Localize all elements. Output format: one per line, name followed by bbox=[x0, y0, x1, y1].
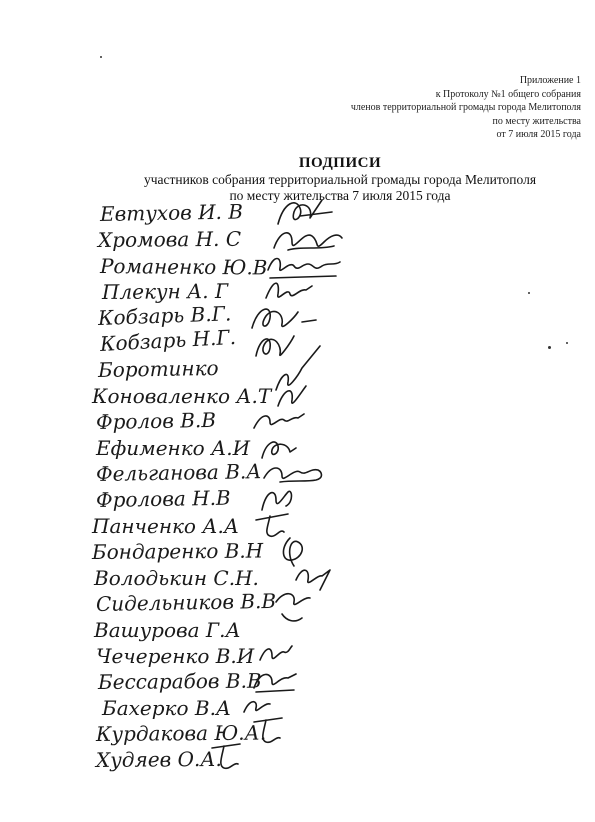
handwritten-signature bbox=[206, 740, 246, 778]
title-subline-2: по месту жительства 7 июля 2015 года bbox=[229, 188, 451, 203]
scan-speck bbox=[548, 346, 551, 349]
participant-name: Романенко Ю.В bbox=[99, 254, 268, 280]
handwritten-signature bbox=[248, 714, 288, 752]
page-title: ПОДПИСИ bbox=[298, 155, 382, 171]
participant-name: Фролова Н.В bbox=[95, 485, 231, 512]
participant-name: Фельганова В.А bbox=[95, 459, 262, 486]
participant-name: Фролов В.В bbox=[95, 407, 217, 434]
scan-speck bbox=[100, 56, 102, 58]
participant-name: Чечеренко В.И bbox=[96, 644, 255, 668]
scan-speck bbox=[566, 342, 568, 344]
participant-name: Плекун А. Г bbox=[101, 278, 229, 304]
participant-name: Бессарабов В.В bbox=[97, 668, 262, 694]
participant-name: Бахерко В.А bbox=[102, 696, 232, 720]
appendix-line-2: к Протоколу №1 общего собрания bbox=[435, 88, 581, 100]
participant-name: Кобзарь В.Г. bbox=[97, 301, 232, 330]
participant-name: Курдакова Ю.А. bbox=[95, 720, 267, 746]
participant-name: Панченко А.А bbox=[92, 514, 239, 538]
appendix-line-1: Приложение 1 bbox=[519, 75, 581, 86]
participant-name: Коноваленко А.Т bbox=[92, 384, 272, 408]
participant-name: Худяев О.А. bbox=[95, 746, 222, 772]
appendix-line-5: от 7 июля 2015 года bbox=[496, 129, 581, 140]
participant-name: Володькин С.Н. bbox=[94, 566, 259, 590]
title-subline-1: участников собрания территориальной громады города Мелитополя bbox=[143, 172, 537, 187]
participant-name: Ефименко А.И bbox=[96, 436, 251, 460]
participant-name: Бондаренко В.Н bbox=[91, 538, 264, 564]
participant-name: Кобзарь Н.Г. bbox=[99, 324, 237, 356]
appendix-line-3: членов территориальной громады города Мелитополя bbox=[350, 102, 581, 113]
appendix-line-4: по месту жительства bbox=[492, 115, 581, 127]
participant-name: Боротинко bbox=[97, 355, 219, 382]
participant-name: Евтухов И. В bbox=[99, 199, 244, 226]
participant-name: Хромова Н. С bbox=[97, 226, 242, 252]
participant-name: Вашурова Г.А bbox=[94, 618, 241, 642]
signature-row bbox=[0, 748, 595, 780]
participant-name: Сидельников В.В bbox=[95, 588, 277, 616]
scan-speck bbox=[528, 292, 530, 294]
